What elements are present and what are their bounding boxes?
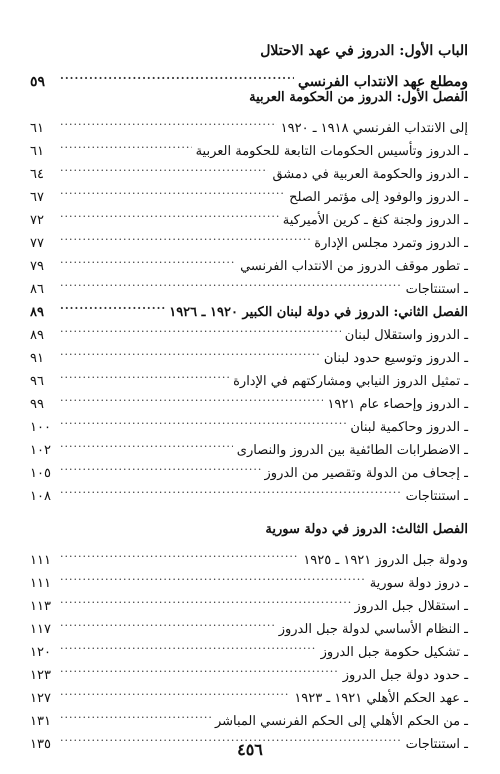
toc-entry: ـ من الحكم الأهلي إلى الحكم الفرنسي المباشر ..... ١٣١ <box>30 702 468 725</box>
chapter2-entries <box>30 316 468 504</box>
leader-dots <box>60 610 275 633</box>
toc-entry: ـ حدود دولة جبل الدروز ..... ١٢٣ <box>30 656 468 679</box>
toc-entry: ـ استنتاجات ..... ٨٦ <box>30 270 468 293</box>
leader-dots <box>60 247 236 270</box>
toc-entry: ـ النظام الأساسي لدولة جبل الدروز ..... ١١٧ <box>30 610 468 633</box>
toc-entry: ـ الدروز والحكومة العربية في دمشق ..... ٦٤ <box>30 155 468 178</box>
toc-entry: ـ تمثيل الدروز النيابي ومشاركتهم في الإدارة ..... ٩٦ <box>30 362 468 385</box>
chapter2-heading: الفصل الثاني: الدروز في دولة لبنان الكبير ١٩٢٠ ـ ١٩٢٦ ..... ٨٩ <box>30 293 468 316</box>
toc-entry: ـ الدروز وتوسيع حدود لبنان ..... ٩١ <box>30 339 468 362</box>
toc-entry: ـ الاضطرابات الطائفية بين الدروز والنصارى ..... ١٠٢ <box>30 431 468 454</box>
leader-dots <box>60 702 211 725</box>
leader-dots <box>60 431 233 454</box>
toc-entry: ـ تشكيل حكومة جبل الدروز ..... ١٢٠ <box>30 633 468 656</box>
leader-dots <box>60 564 366 587</box>
leader-dots <box>60 270 402 293</box>
leader-dots <box>60 155 268 178</box>
toc-entry: ـ الدروز وحاكمية لبنان ..... ١٠٠ <box>30 408 468 431</box>
toc-entry: ـ تطور موقف الدروز من الانتداب الفرنسي ..... ٧٩ <box>30 247 468 270</box>
part-title-line1: الباب الأول: الدروز في عهد الاحتلال <box>260 43 468 59</box>
leader-dots <box>60 293 165 316</box>
toc-entry: ـ استقلال جبل الدروز ..... ١١٣ <box>30 587 468 610</box>
chapter1-heading: الفصل الأول: الدروز من الحكومة العربية <box>249 90 468 105</box>
toc-entry: ـ استنتاجات ..... ١٠٨ <box>30 477 468 500</box>
toc-entry: ـ عهد الحكم الأهلي ١٩٢١ ـ ١٩٢٣ ..... ١٢٧ <box>30 679 468 702</box>
toc-entry: ـ الدروز وتمرد مجلس الإدارة ..... ٧٧ <box>30 224 468 247</box>
leader-dots <box>60 385 323 408</box>
leader-dots <box>60 362 229 385</box>
leader-dots <box>60 224 310 247</box>
leader-dots <box>60 633 317 656</box>
leader-dots <box>60 316 341 339</box>
chapter3-heading: الفصل الثالث: الدروز في دولة سورية <box>265 522 468 537</box>
toc-entry: ـ الدروز والوفود إلى مؤتمر الصلح ..... ٦٧ <box>30 178 468 201</box>
leader-dots <box>60 477 402 500</box>
part-title-line2: ومطلع عهد الانتداب الفرنسي ..... ٥٩ <box>30 63 468 86</box>
toc-entry: ـ الدروز ولجنة كنغ ـ كرين الأميركية ..... ٧٢ <box>30 201 468 224</box>
leader-dots <box>60 63 294 86</box>
page-number: ٤٥٦ <box>237 740 263 759</box>
toc-entry: ـ استنتاجات ..... ١٣٥ <box>30 725 468 748</box>
toc-entry: ـ دروز دولة سورية ..... ١١١ <box>30 564 468 587</box>
leader-dots <box>60 679 290 702</box>
leader-dots <box>60 178 285 201</box>
chapter1-subheading: إلى الانتداب الفرنسي ١٩١٨ ـ ١٩٢٠ ..... ٦١ <box>30 109 468 132</box>
toc-entry: ـ الدروز واستقلال لبنان ..... ٨٩ <box>30 316 468 339</box>
leader-dots <box>60 587 351 610</box>
leader-dots <box>60 201 279 224</box>
leader-dots <box>60 541 299 564</box>
toc-entry: ـ الدروز وإحصاء عام ١٩٢١ ..... ٩٩ <box>30 385 468 408</box>
leader-dots <box>60 132 192 155</box>
leader-dots <box>60 454 261 477</box>
chapter3-subheading: ودولة جبل الدروز ١٩٢١ ـ ١٩٢٥ ..... ١١١ <box>30 541 468 564</box>
leader-dots <box>60 339 320 362</box>
leader-dots <box>60 109 277 132</box>
leader-dots <box>60 656 339 679</box>
toc-entry: ـ الدروز وتأسيس الحكومات التابعة للحكومة العربية ..... ٦١ <box>30 132 468 155</box>
chapter1-entries <box>30 132 468 297</box>
toc-entry: ـ إجحاف من الدولة وتقصير من الدروز ..... ١٠٥ <box>30 454 468 477</box>
leader-dots <box>60 408 346 431</box>
